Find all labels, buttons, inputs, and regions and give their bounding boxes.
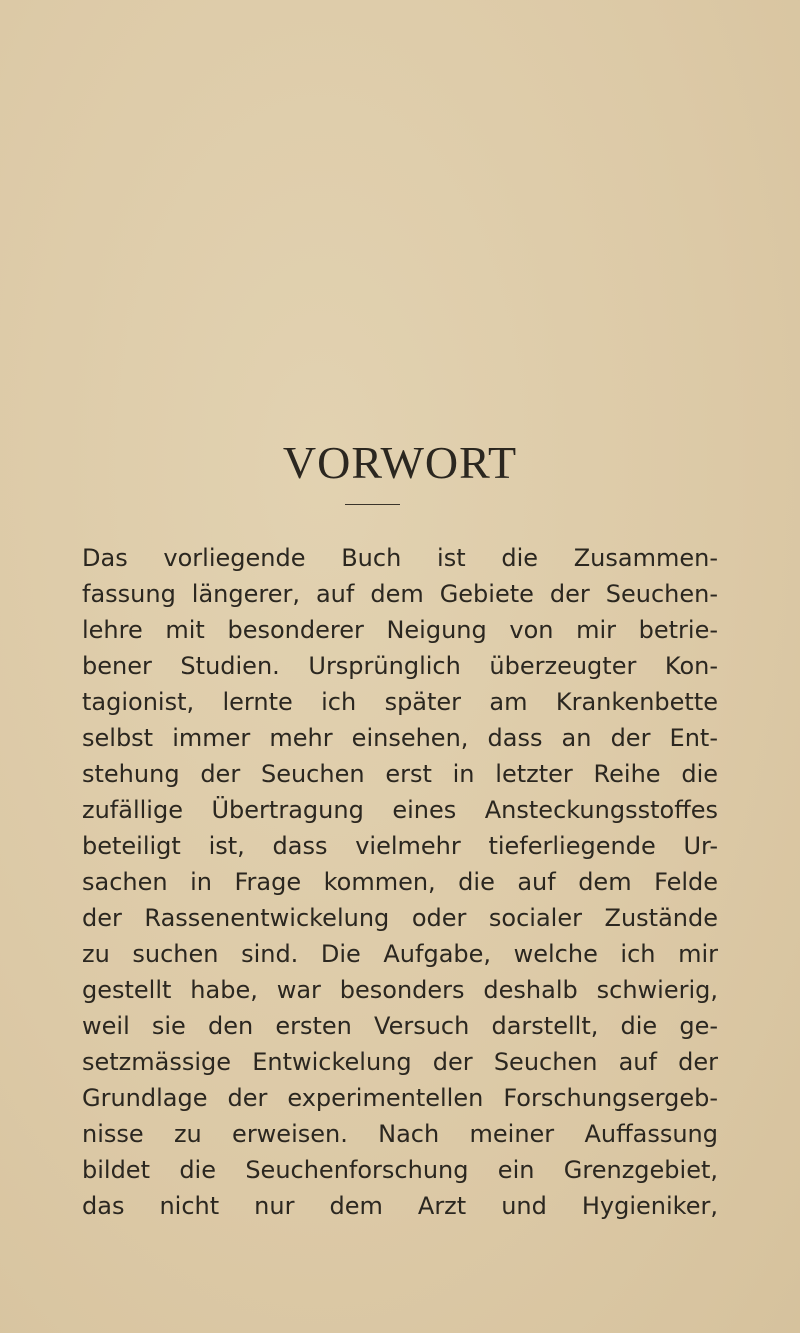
text-line: weil sie den ersten Versuch darstellt, die ge- (82, 1012, 718, 1040)
text-line: setzmässige Entwickelung der Seuchen auf der (82, 1048, 718, 1076)
text-line: sachen in Frage kommen, die auf dem Felde (82, 868, 718, 896)
text-line: stehung der Seuchen erst in letzter Reihe die (82, 760, 718, 788)
text-line: bildet die Seuchenforschung ein Grenzgebiet, (82, 1156, 718, 1184)
text-line: lehre mit besonderer Neigung von mir betrie- (82, 616, 718, 644)
text-line: fassung längerer, auf dem Gebiete der Seuchen- (82, 580, 718, 608)
text-line: nisse zu erweisen. Nach meiner Auffassung (82, 1120, 718, 1148)
text-line: das nicht nur dem Arzt und Hygieniker, (82, 1192, 718, 1220)
text-line: beteiligt ist, dass vielmehr tieferliegende Ur- (82, 832, 718, 860)
text-line: gestellt habe, war besonders deshalb schwierig, (82, 976, 718, 1004)
text-line: Das vorliegende Buch ist die Zusammen- (82, 544, 718, 572)
text-line: bener Studien. Ursprünglich überzeugter Kon- (82, 652, 718, 680)
text-line: selbst immer mehr einsehen, dass an der Ent- (82, 724, 718, 752)
title-divider (345, 504, 400, 505)
text-line: zufällige Übertragung eines Ansteckungsstoffes (82, 796, 718, 824)
text-line: tagionist, lernte ich später am Krankenbette (82, 688, 718, 716)
text-line: zu suchen sind. Die Aufgabe, welche ich mir (82, 940, 718, 968)
preface-text (82, 540, 718, 1224)
text-line: Grundlage der experimentellen Forschungsergeb- (82, 1084, 718, 1112)
page-title: VORWORT (282, 437, 518, 488)
text-line: der Rassenentwickelung oder socialer Zustände (82, 904, 718, 932)
